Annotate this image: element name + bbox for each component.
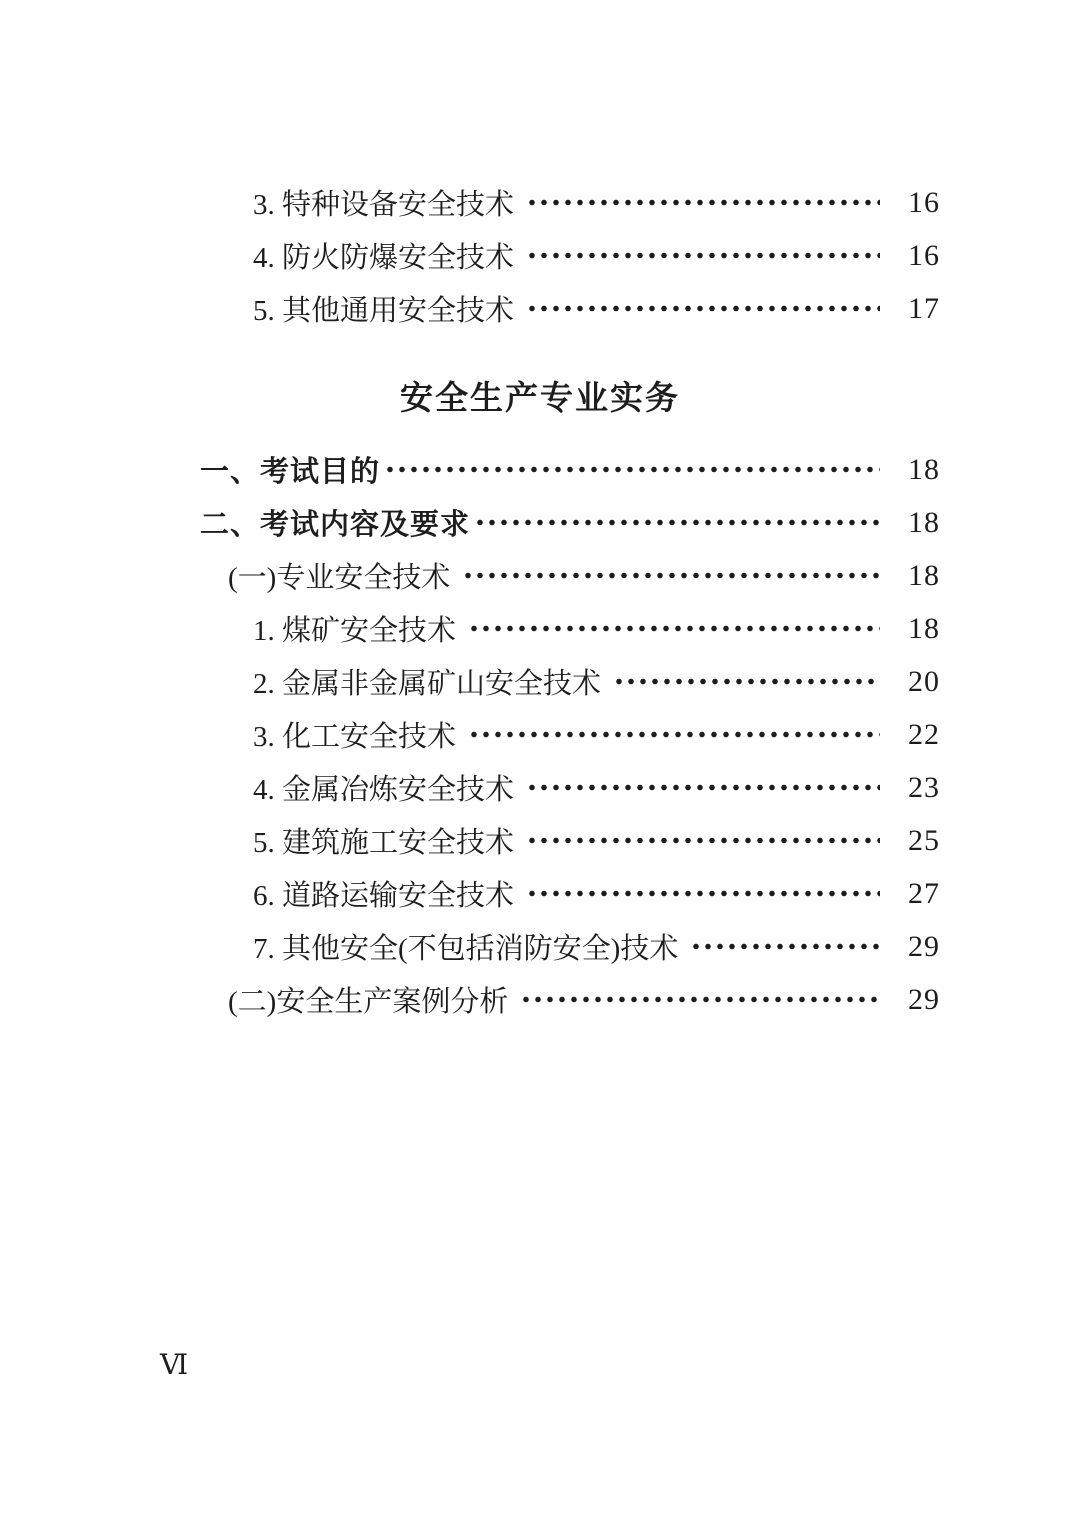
toc-entry: [200, 708, 940, 761]
toc-entry-label: 4. 金属冶炼安全技术: [253, 774, 515, 806]
section-title: 安全生产专业实务: [400, 379, 680, 416]
toc-entry: [200, 602, 940, 655]
dot-leader: [526, 879, 880, 908]
toc-entry-page: 16: [908, 238, 940, 272]
toc-entry: [200, 920, 940, 973]
toc-entry-page: 27: [908, 876, 940, 910]
toc-entry-page: 18: [908, 452, 940, 486]
dot-leader: [520, 985, 880, 1014]
toc-entry-page: 18: [908, 505, 940, 539]
toc-entry: [200, 655, 940, 708]
toc-entry-page: 29: [908, 929, 940, 963]
toc-entry-label: 6. 道路运输安全技术: [253, 880, 515, 912]
toc-entry-label: 一、考试目的: [200, 456, 381, 488]
toc-entry-label: 7. 其他安全(不包括消防安全)技术: [253, 933, 679, 965]
toc-entry: [200, 973, 940, 1026]
toc-entry-label: 4. 防火防爆安全技术: [253, 242, 515, 274]
toc-entry-label: 二、考试内容及要求: [200, 509, 471, 541]
toc-top-list: [200, 176, 940, 335]
toc-entry-label: (一)专业安全技术: [228, 562, 451, 594]
dot-leader: [526, 241, 880, 270]
toc-entry-label: 5. 其他通用安全技术: [253, 295, 515, 327]
toc-entry: [200, 814, 940, 867]
dot-leader: [468, 614, 880, 643]
toc-entry-label: 2. 金属非金属矿山安全技术: [253, 668, 602, 700]
toc-entry-page: 18: [908, 611, 940, 645]
toc-entry-page: 22: [908, 717, 940, 751]
toc-entry-label: 1. 煤矿安全技术: [253, 615, 457, 647]
toc-entry-label: 3. 特种设备安全技术: [253, 189, 515, 221]
toc-entry-page: 18: [908, 558, 940, 592]
dot-leader: [468, 720, 880, 749]
toc-main-list: [200, 443, 940, 1026]
toc-entry-label: 3. 化工安全技术: [253, 721, 457, 753]
toc-entry: [200, 761, 940, 814]
dot-leader: [526, 294, 880, 323]
toc-entry: [200, 549, 940, 602]
dot-leader: [474, 508, 880, 537]
dot-leader: [613, 667, 880, 696]
toc-entry-label: 5. 建筑施工安全技术: [253, 827, 515, 859]
footer-page-number: Ⅵ: [160, 1350, 189, 1381]
toc-entry-page: 29: [908, 982, 940, 1016]
toc-entry-page: 20: [908, 664, 940, 698]
dot-leader: [526, 188, 880, 217]
toc-entry: [200, 282, 940, 335]
dot-leader: [384, 455, 880, 484]
toc-entry: [200, 176, 940, 229]
dot-leader: [526, 773, 880, 802]
dot-leader: [690, 932, 880, 961]
toc-entry: [200, 229, 940, 282]
toc-entry-page: 25: [908, 823, 940, 857]
dot-leader: [462, 561, 880, 590]
dot-leader: [526, 826, 880, 855]
toc-entry-page: 23: [908, 770, 940, 804]
toc-entry: [200, 867, 940, 920]
toc-entry: [200, 443, 940, 496]
toc-entry-page: 17: [908, 291, 940, 325]
toc-entry: [200, 496, 940, 549]
toc-entry-page: 16: [908, 185, 940, 219]
toc-entry-label: (二)安全生产案例分析: [228, 986, 509, 1018]
